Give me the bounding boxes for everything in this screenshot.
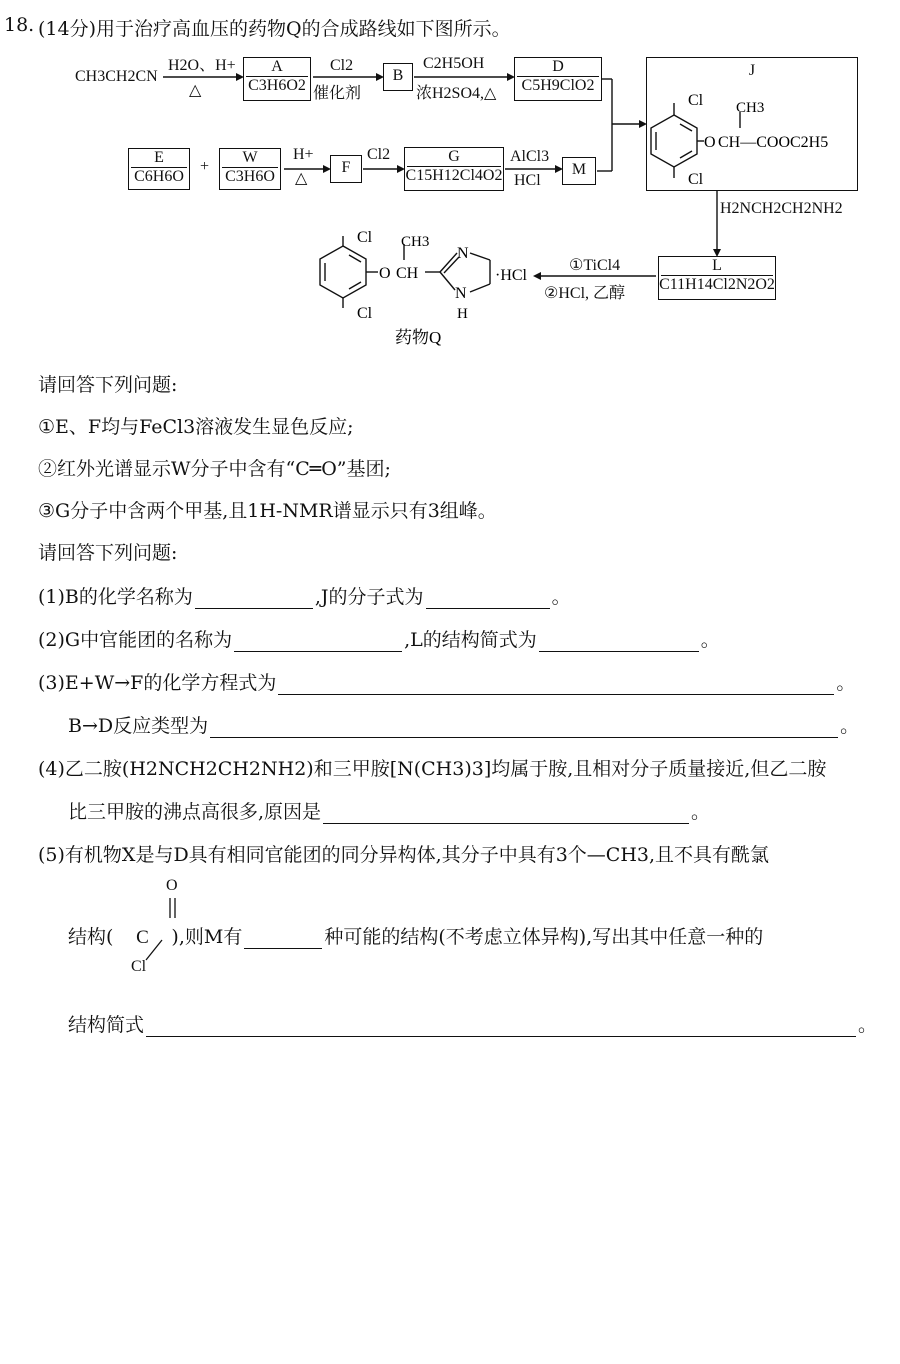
- q2-blank-functional-group[interactable]: [234, 650, 402, 652]
- q5-text-b2: ),则M有: [171, 926, 243, 948]
- q4-text-b: 比三甲胺的沸点高很多,原因是: [68, 801, 322, 823]
- q1-text-b: ,J的分子式为: [314, 586, 424, 608]
- q4-end: 。: [691, 801, 711, 823]
- J-methyl: CH3: [736, 100, 765, 116]
- reagent-g: Cl2: [367, 146, 391, 163]
- condition-heat-f: △: [295, 170, 308, 187]
- formula-G: C15H12Cl4O2: [405, 167, 503, 184]
- questions-heading: 请回答下列问题:: [38, 542, 178, 564]
- label-B: B: [392, 67, 404, 84]
- reagent-q2: ②HCl, 乙醇: [544, 285, 626, 302]
- Q-cl-bottom: Cl: [357, 305, 373, 322]
- J-oxygen: O: [704, 134, 716, 151]
- q2-text-b: ,L的结构简式为: [404, 629, 537, 651]
- formula-L: C11H14Cl2N2O2: [659, 276, 775, 293]
- question-number: 18.: [4, 14, 35, 36]
- start-compound: CH3CH2CN: [75, 68, 158, 85]
- reagent-a: H2O、H+: [168, 57, 236, 74]
- acyl-cl: Cl: [131, 958, 147, 975]
- question-5c: [68, 1010, 877, 1037]
- q3-blank-equation[interactable]: [278, 693, 834, 695]
- q5-text-b3: 种可能的结构(不考虑立体异构),写出其中任意一种的: [324, 926, 764, 948]
- label-F: F: [341, 159, 351, 176]
- q3-text-a: (3)E+W→F的化学方程式为: [38, 672, 277, 694]
- condition-b: 催化剂: [313, 85, 362, 102]
- Q-name: 药物Q: [395, 328, 442, 347]
- J-cl-bottom: Cl: [688, 171, 704, 188]
- reagent-m: AlCl3: [510, 148, 550, 165]
- formula-W: C3H6O: [225, 168, 275, 185]
- question-5b: [68, 922, 763, 949]
- info-heading: 请回答下列问题:: [38, 374, 178, 396]
- condition-heat-a: △: [189, 82, 202, 99]
- q5-text-b1: 结构(: [68, 926, 114, 948]
- reagent-b: Cl2: [330, 57, 354, 74]
- question-3: [38, 668, 855, 695]
- label-A: A: [271, 58, 283, 75]
- label-G: G: [448, 148, 460, 165]
- question-4b: [68, 797, 710, 824]
- question-intro: (14分)用于治疗高血压的药物Q的合成路线如下图所示。: [38, 18, 511, 40]
- question-4: (4)乙二胺(H2NCH2CH2NH2)和三甲胺[N(CH3)3]均属于胺,且相对分子质量接近,但乙二胺: [38, 758, 827, 780]
- q5-text-c1: 结构简式: [68, 1014, 145, 1036]
- question-2: [38, 625, 720, 652]
- formula-E: C6H6O: [134, 168, 184, 185]
- Q-n-top: N: [457, 245, 469, 262]
- scheme-drawing: [0, 0, 900, 360]
- q2-end: 。: [700, 629, 720, 651]
- label-D: D: [552, 58, 564, 75]
- acyl-c: C: [136, 927, 149, 948]
- label-M: M: [571, 161, 587, 178]
- reagent-l: H2NCH2CH2NH2: [720, 200, 843, 217]
- question-5: (5)有机物X是与D具有相同官能团的同分异构体,其分子中具有3个—CH3,且不具有酰氯: [38, 844, 770, 866]
- J-chain: CH—COOC2H5: [718, 134, 829, 151]
- label-L: L: [712, 257, 722, 274]
- reagent-q1: ①TiCl4: [569, 257, 621, 274]
- condition-m: HCl: [514, 172, 541, 189]
- info-item-1: ①E、F均与FeCl3溶液发生显色反应;: [38, 416, 354, 438]
- q5-end: 。: [858, 1014, 878, 1036]
- Q-h: H: [457, 306, 468, 322]
- reagent-d: C2H5OH: [423, 55, 485, 72]
- q1-end: 。: [551, 586, 571, 608]
- q3b-blank-reaction-type[interactable]: [210, 736, 838, 738]
- Q-cl-top: Cl: [357, 229, 373, 246]
- Q-ch: CH: [396, 265, 419, 282]
- question-3b: [68, 711, 859, 738]
- q1-blank-j-formula[interactable]: [426, 607, 550, 609]
- info-item-3: ③G分子中含两个甲基,且1H-NMR谱显示只有3组峰。: [38, 500, 497, 522]
- label-W: W: [242, 149, 258, 166]
- acyl-double-bond: [160, 896, 190, 922]
- formula-A: C3H6O2: [248, 77, 306, 94]
- label-J: J: [748, 62, 756, 79]
- Q-methyl: CH3: [401, 234, 430, 250]
- q5-blank-structure[interactable]: [146, 1035, 856, 1037]
- acyl-o: O: [166, 877, 178, 894]
- q3-end: 。: [836, 672, 856, 694]
- Q-salt: ·HCl: [495, 267, 527, 284]
- Q-oxygen: O: [379, 265, 391, 282]
- q2-text-a: (2)G中官能团的名称为: [38, 629, 233, 651]
- q1-blank-b-name[interactable]: [195, 607, 313, 609]
- q5-blank-count[interactable]: [244, 947, 322, 949]
- formula-D: C5H9ClO2: [521, 77, 595, 94]
- J-cl-top: Cl: [688, 92, 704, 109]
- q2-blank-l-structure[interactable]: [539, 650, 699, 652]
- question-1: [38, 582, 571, 609]
- q3b-text-a: B→D反应类型为: [68, 715, 209, 737]
- q1-text-a: (1)B的化学名称为: [38, 586, 193, 608]
- q4-blank-reason[interactable]: [323, 822, 689, 824]
- condition-d: 浓H2SO4,△: [416, 85, 497, 102]
- q3b-end: 。: [840, 715, 860, 737]
- info-item-2: ②红外光谱显示W分子中含有“C═O”基团;: [38, 458, 391, 480]
- plus-sign: +: [200, 158, 210, 175]
- label-E: E: [154, 149, 164, 166]
- Q-n-bottom: N: [455, 285, 467, 302]
- reagent-f: H+: [293, 146, 314, 163]
